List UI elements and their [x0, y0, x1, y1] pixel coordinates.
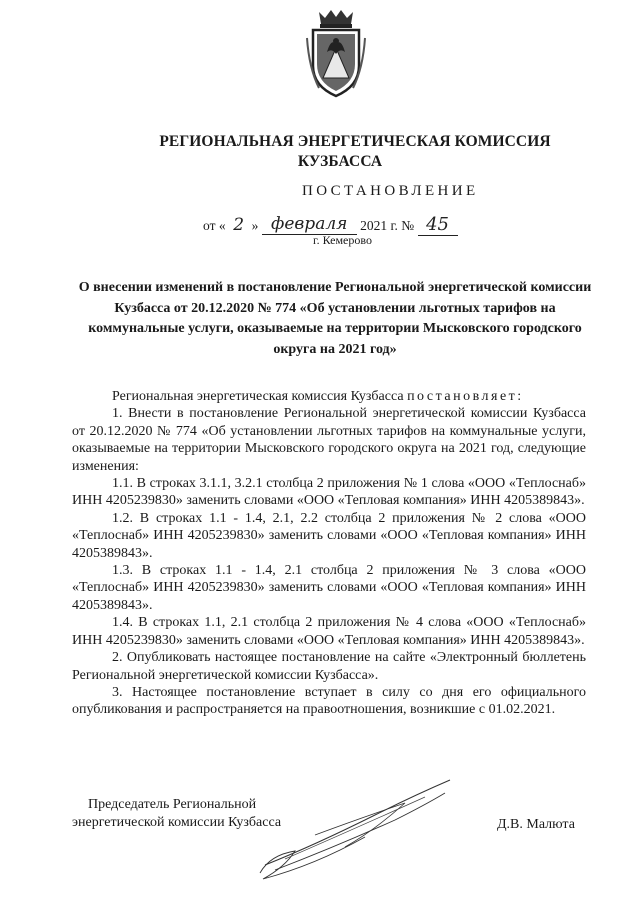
position-line-1: Председатель Региональной: [88, 797, 257, 812]
org-line-2: КУЗБАССА: [297, 153, 383, 170]
organization-name: [0, 132, 640, 172]
document-type: ПОСТАНОВЛЕНИЕ: [302, 183, 479, 199]
date-month: февраля: [262, 214, 357, 235]
handwritten-signature: [255, 775, 460, 885]
city: г. Кемерово: [313, 233, 372, 247]
paragraph-2: 2. Опубликовать настоящее постановление на сайте «Электронный бюллетень Региональной энергетической комиссии Кузбасса».: [72, 650, 586, 683]
org-line-1: РЕГИОНАЛЬНАЯ ЭНЕРГЕТИЧЕСКАЯ КОМИССИЯ: [159, 133, 551, 150]
paragraph-1-4: 1.4. В строках 1.1, 2.1 столбца 2 приложения № 4 слова «ООО «Теплоснаб» ИНН 4205239830» заменить словами «ООО «Тепловая компания» ИНН 4205389843».: [72, 615, 586, 648]
paragraph-1-3: 1.3. В строках 1.1 - 1.4, 2.1 столбца 2 приложения № 3 слова «ООО «Теплоснаб» ИНН 4205239830» заменить словами «ООО «Тепловая компания» ИНН 4205389843».: [72, 563, 586, 613]
intro-verb: постановляет:: [407, 389, 524, 404]
coat-of-arms-emblem: [305, 8, 367, 100]
intro-paragraph: [72, 388, 586, 405]
date-year: 2021 г. №: [360, 218, 415, 233]
date-prefix: от «: [203, 218, 226, 233]
date-day: 2: [233, 215, 245, 235]
position-line-2: энергетической комиссии Кузбасса: [72, 814, 282, 830]
signatory-name: Д.В. Малюта: [497, 817, 575, 832]
crown-icon: [319, 10, 353, 24]
document-body: [72, 388, 586, 719]
paragraph-1-2: 1.2. В строках 1.1 - 1.4, 2.1, 2.2 столбца 2 приложения № 2 слова «ООО «Теплоснаб» ИНН 4205239830» заменить словами «ООО «Тепловая компания» ИНН 4205389843».: [72, 510, 586, 561]
signatory-position: [72, 796, 281, 831]
paragraph-3: 3. Настоящее постановление вступает в силу со дня его официального опубликования и распространяется на правоотношения, возникшие с 01.02.2021.: [72, 684, 586, 718]
paragraph-1: 1. Внести в постановление Региональной энергетической комиссии Кузбасса от 20.12.2020 № 774 «Об установлении льготных тарифов на коммунальные услуги, оказываемые на территории Мысковского городского округа на 2021 год, следующие изменения:: [72, 406, 586, 474]
document-title: О внесении изменений в постановление Региональной энергетической комиссии Кузбасса от 20.12.2020 № 774 «Об установлении льготных тарифов на коммунальные услуги, оказываемые на территории Мысковского городского округа на 2021 год»: [78, 280, 592, 357]
document-number: 45: [418, 214, 458, 236]
intro-text: Региональная энергетическая комиссия Кузбасса: [112, 389, 404, 404]
paragraph-1-1: 1.1. В строках 3.1.1, 3.2.1 столбца 2 приложения № 1 слова «ООО «Теплоснаб» ИНН 4205239830» заменить словами «ООО «Тепловая компания» ИНН 4205389843».: [72, 476, 586, 509]
date-close: »: [251, 218, 259, 233]
